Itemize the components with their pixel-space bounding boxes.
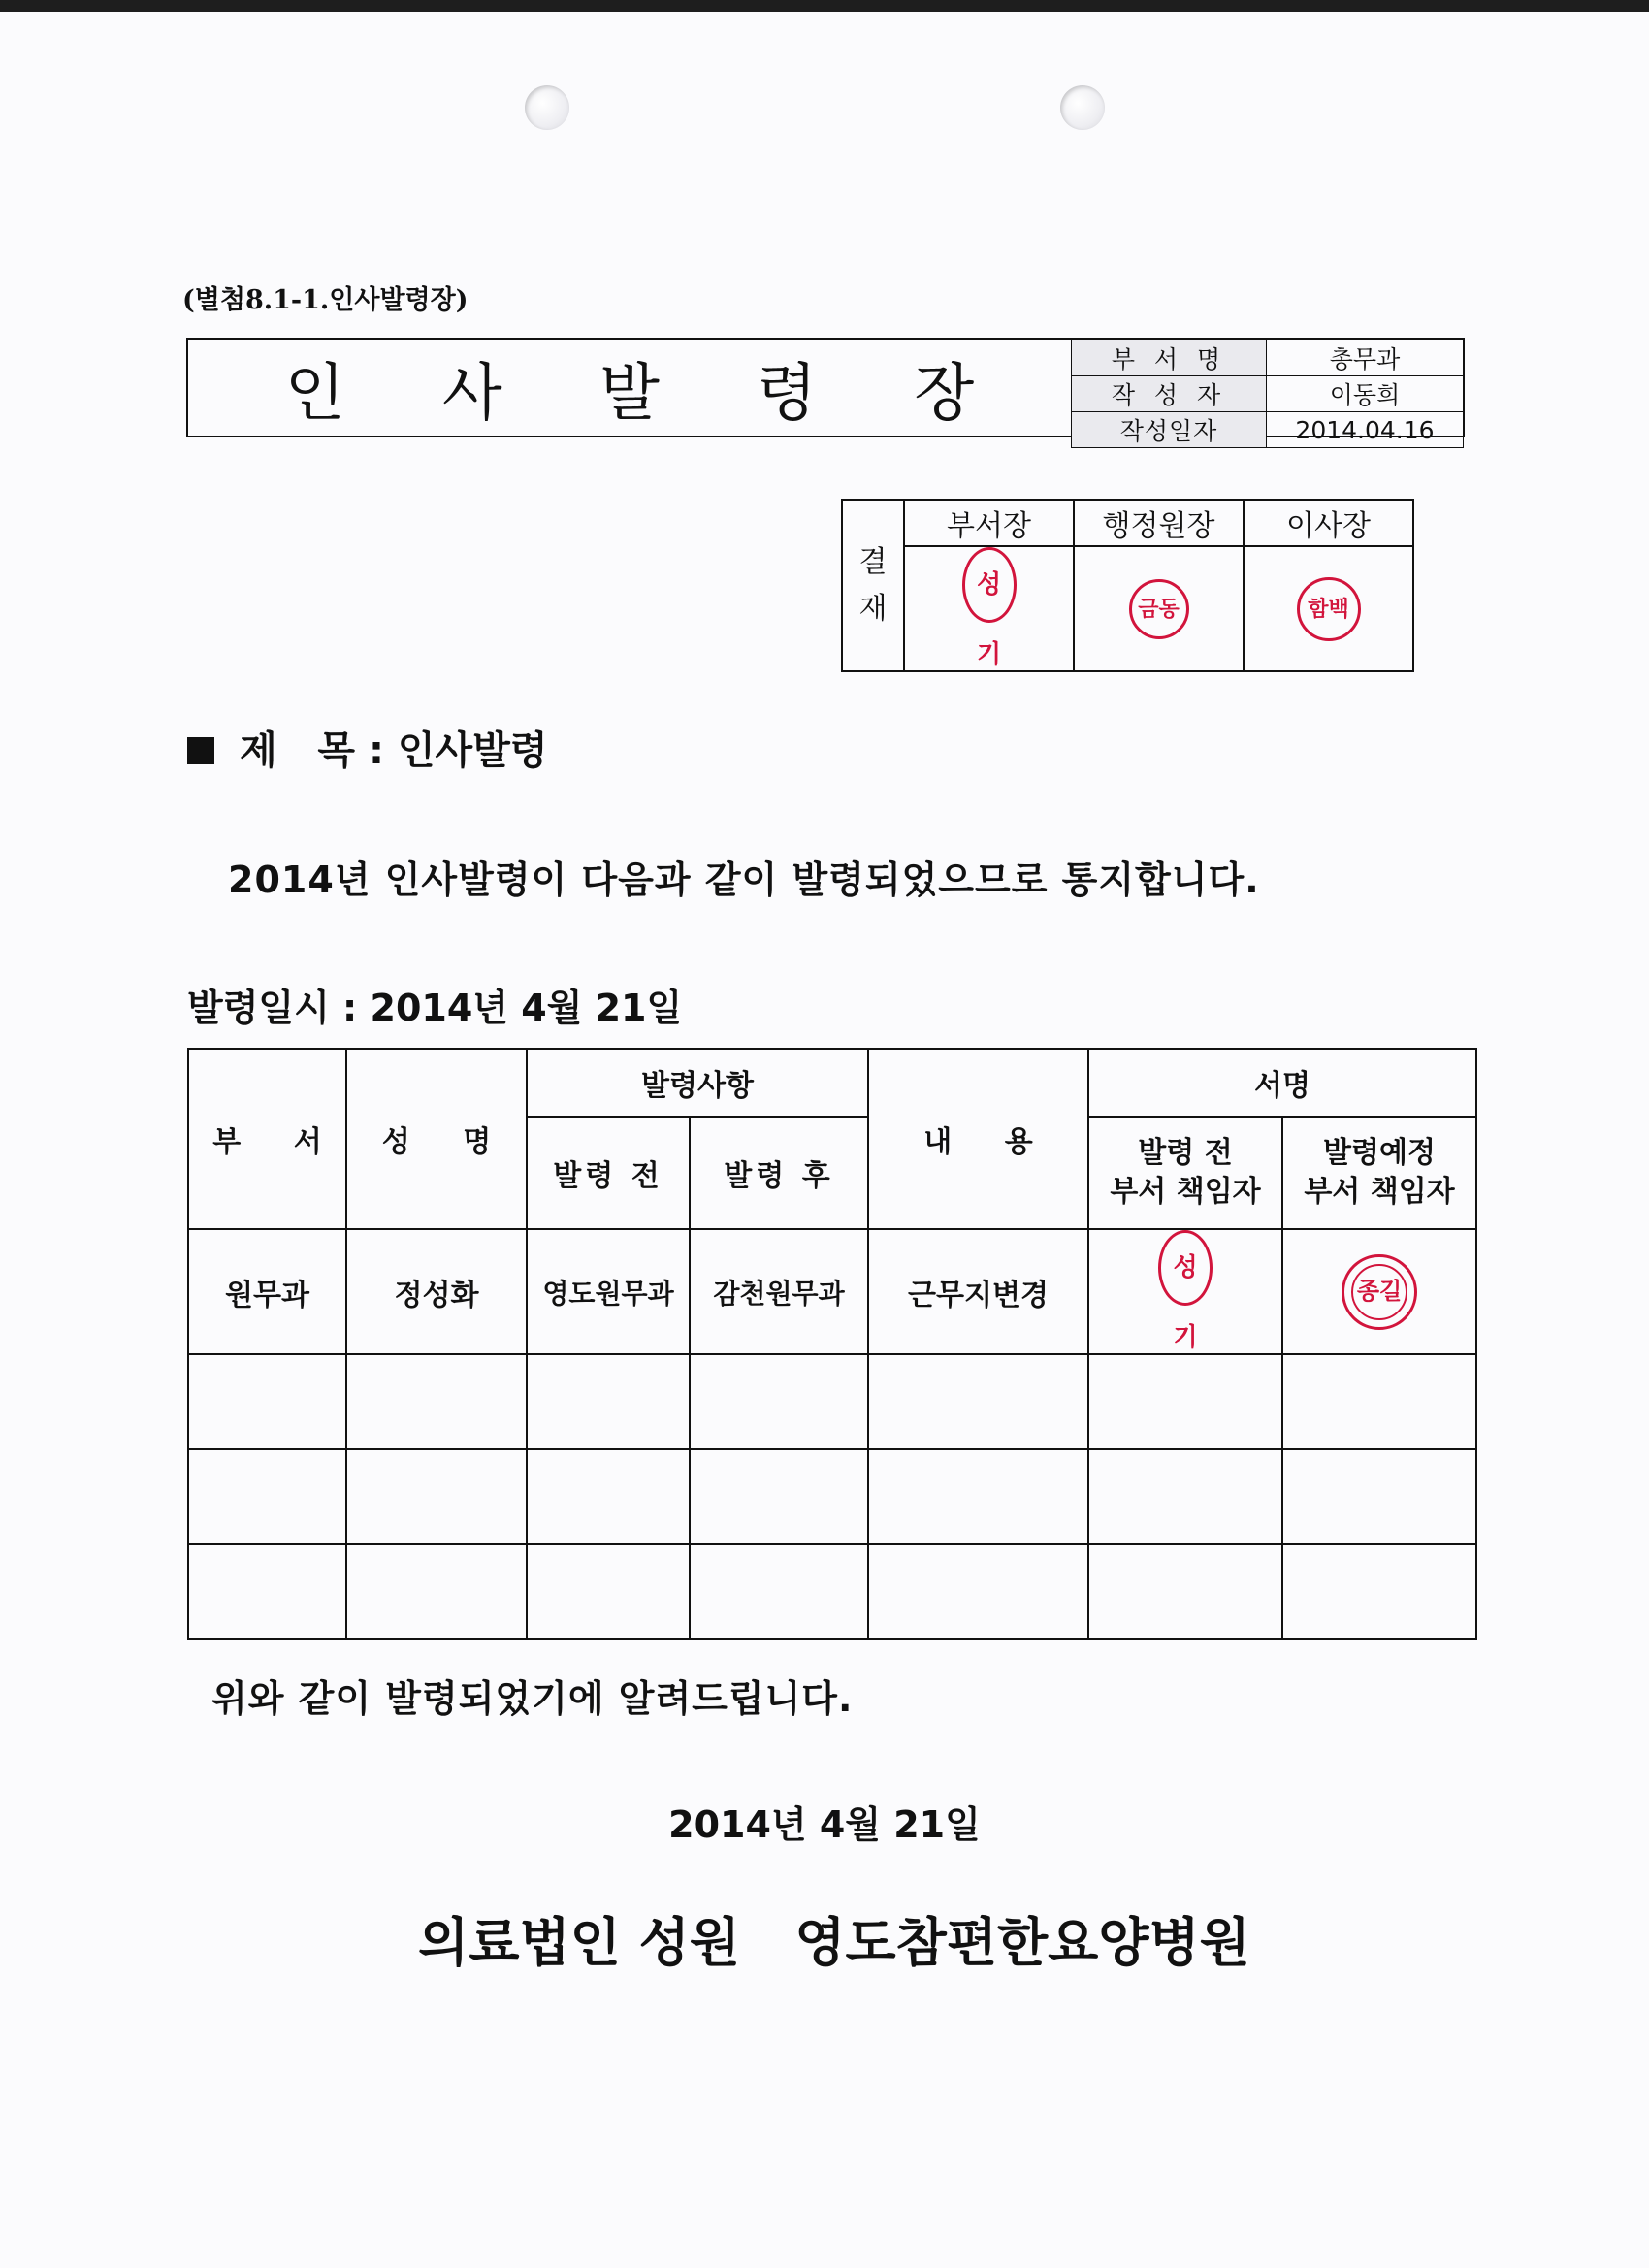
personnel-order-table bbox=[187, 1048, 1477, 1640]
effective-date-line bbox=[187, 978, 682, 1031]
col-header-after: 발령 후 bbox=[690, 1117, 868, 1229]
approval-box bbox=[841, 499, 1414, 672]
document-header bbox=[186, 338, 1465, 445]
meta-author-value: 이동희 bbox=[1267, 376, 1464, 412]
col-header-sign-before bbox=[1088, 1117, 1282, 1229]
document-title: 인 사 발 령 장 bbox=[284, 357, 1014, 430]
document-meta-table bbox=[1071, 340, 1464, 448]
cell-sign-after bbox=[1282, 1229, 1476, 1354]
meta-dept-label: 부 서 명 bbox=[1072, 340, 1267, 376]
approval-role-chairman: 이사장 bbox=[1244, 500, 1413, 546]
cell-dept: 원무과 bbox=[188, 1229, 346, 1354]
col-header-name: 성 명 bbox=[346, 1049, 527, 1229]
issue-date: 2014년 4월 21일 bbox=[668, 1803, 981, 1846]
meta-dept-value: 총무과 bbox=[1267, 340, 1464, 376]
table-row bbox=[188, 1229, 1476, 1354]
meta-date-label: 작성일자 bbox=[1072, 412, 1267, 448]
seal-stamp-text: 종길 bbox=[1356, 1276, 1403, 1305]
subject-label: 제 목 : bbox=[240, 729, 384, 773]
sign-before-line-2: 부서 책임자 bbox=[1110, 1175, 1261, 1209]
effective-date-label: 발령일시 : bbox=[187, 987, 358, 1029]
cell-after: 감천원무과 bbox=[690, 1229, 868, 1354]
organization-name: 의료법인 성원 영도참편한요양병원 bbox=[418, 1912, 1250, 1973]
scan-top-edge bbox=[0, 0, 1649, 12]
subject-line bbox=[187, 720, 547, 775]
col-header-sign-after bbox=[1282, 1117, 1476, 1229]
approval-stamp-cell-3 bbox=[1244, 546, 1413, 671]
seal-stamp-icon: 함백 bbox=[1297, 577, 1361, 641]
cell-sign-before bbox=[1088, 1229, 1282, 1354]
cell-content: 근무지변경 bbox=[868, 1229, 1088, 1354]
meta-author-label: 작 성 자 bbox=[1072, 376, 1267, 412]
seal-stamp-icon: 성기 bbox=[962, 547, 1017, 623]
square-bullet-icon bbox=[187, 737, 214, 764]
table-row bbox=[188, 1449, 1476, 1544]
col-header-before: 발령 전 bbox=[527, 1117, 690, 1229]
attachment-reference: (별첨8.1-1.인사발령장) bbox=[182, 285, 469, 315]
seal-stamp-icon bbox=[1342, 1254, 1417, 1330]
approval-stamp-cell-2 bbox=[1074, 546, 1244, 671]
meta-date-value: 2014.04.16 bbox=[1267, 412, 1464, 448]
sign-before-line-1: 발령 전 bbox=[1138, 1136, 1233, 1170]
punch-hole-right bbox=[1060, 85, 1105, 130]
col-header-content: 내 용 bbox=[868, 1049, 1088, 1229]
col-header-dept: 부 서 bbox=[188, 1049, 346, 1229]
cell-before: 영도원무과 bbox=[527, 1229, 690, 1354]
table-row bbox=[188, 1354, 1476, 1449]
table-row bbox=[188, 1544, 1476, 1639]
subject-value: 인사발령 bbox=[397, 729, 548, 773]
closing-text: 위와 같이 발령되었기에 알려드립니다. bbox=[211, 1677, 854, 1720]
sign-after-line-1: 발령예정 bbox=[1323, 1136, 1436, 1170]
notice-text: 2014년 인사발령이 다음과 같이 발령되었으므로 통지합니다. bbox=[228, 859, 1260, 901]
effective-date-value: 2014년 4월 21일 bbox=[370, 987, 683, 1029]
cell-name: 정성화 bbox=[346, 1229, 527, 1354]
col-header-signature: 서명 bbox=[1088, 1049, 1476, 1117]
seal-stamp-icon: 금동 bbox=[1129, 579, 1189, 639]
approval-label-top: 결 bbox=[858, 544, 888, 579]
approval-role-dept-head: 부서장 bbox=[904, 500, 1074, 546]
approval-role-admin-director: 행정원장 bbox=[1074, 500, 1244, 546]
punch-hole-left bbox=[525, 85, 569, 130]
approval-label bbox=[842, 500, 904, 671]
approval-stamp-cell-1 bbox=[904, 546, 1074, 671]
sign-after-line-2: 부서 책임자 bbox=[1304, 1175, 1455, 1209]
approval-label-bottom: 재 bbox=[858, 591, 888, 626]
seal-stamp-icon: 성기 bbox=[1158, 1230, 1212, 1306]
col-header-order: 발령사항 bbox=[527, 1049, 868, 1117]
